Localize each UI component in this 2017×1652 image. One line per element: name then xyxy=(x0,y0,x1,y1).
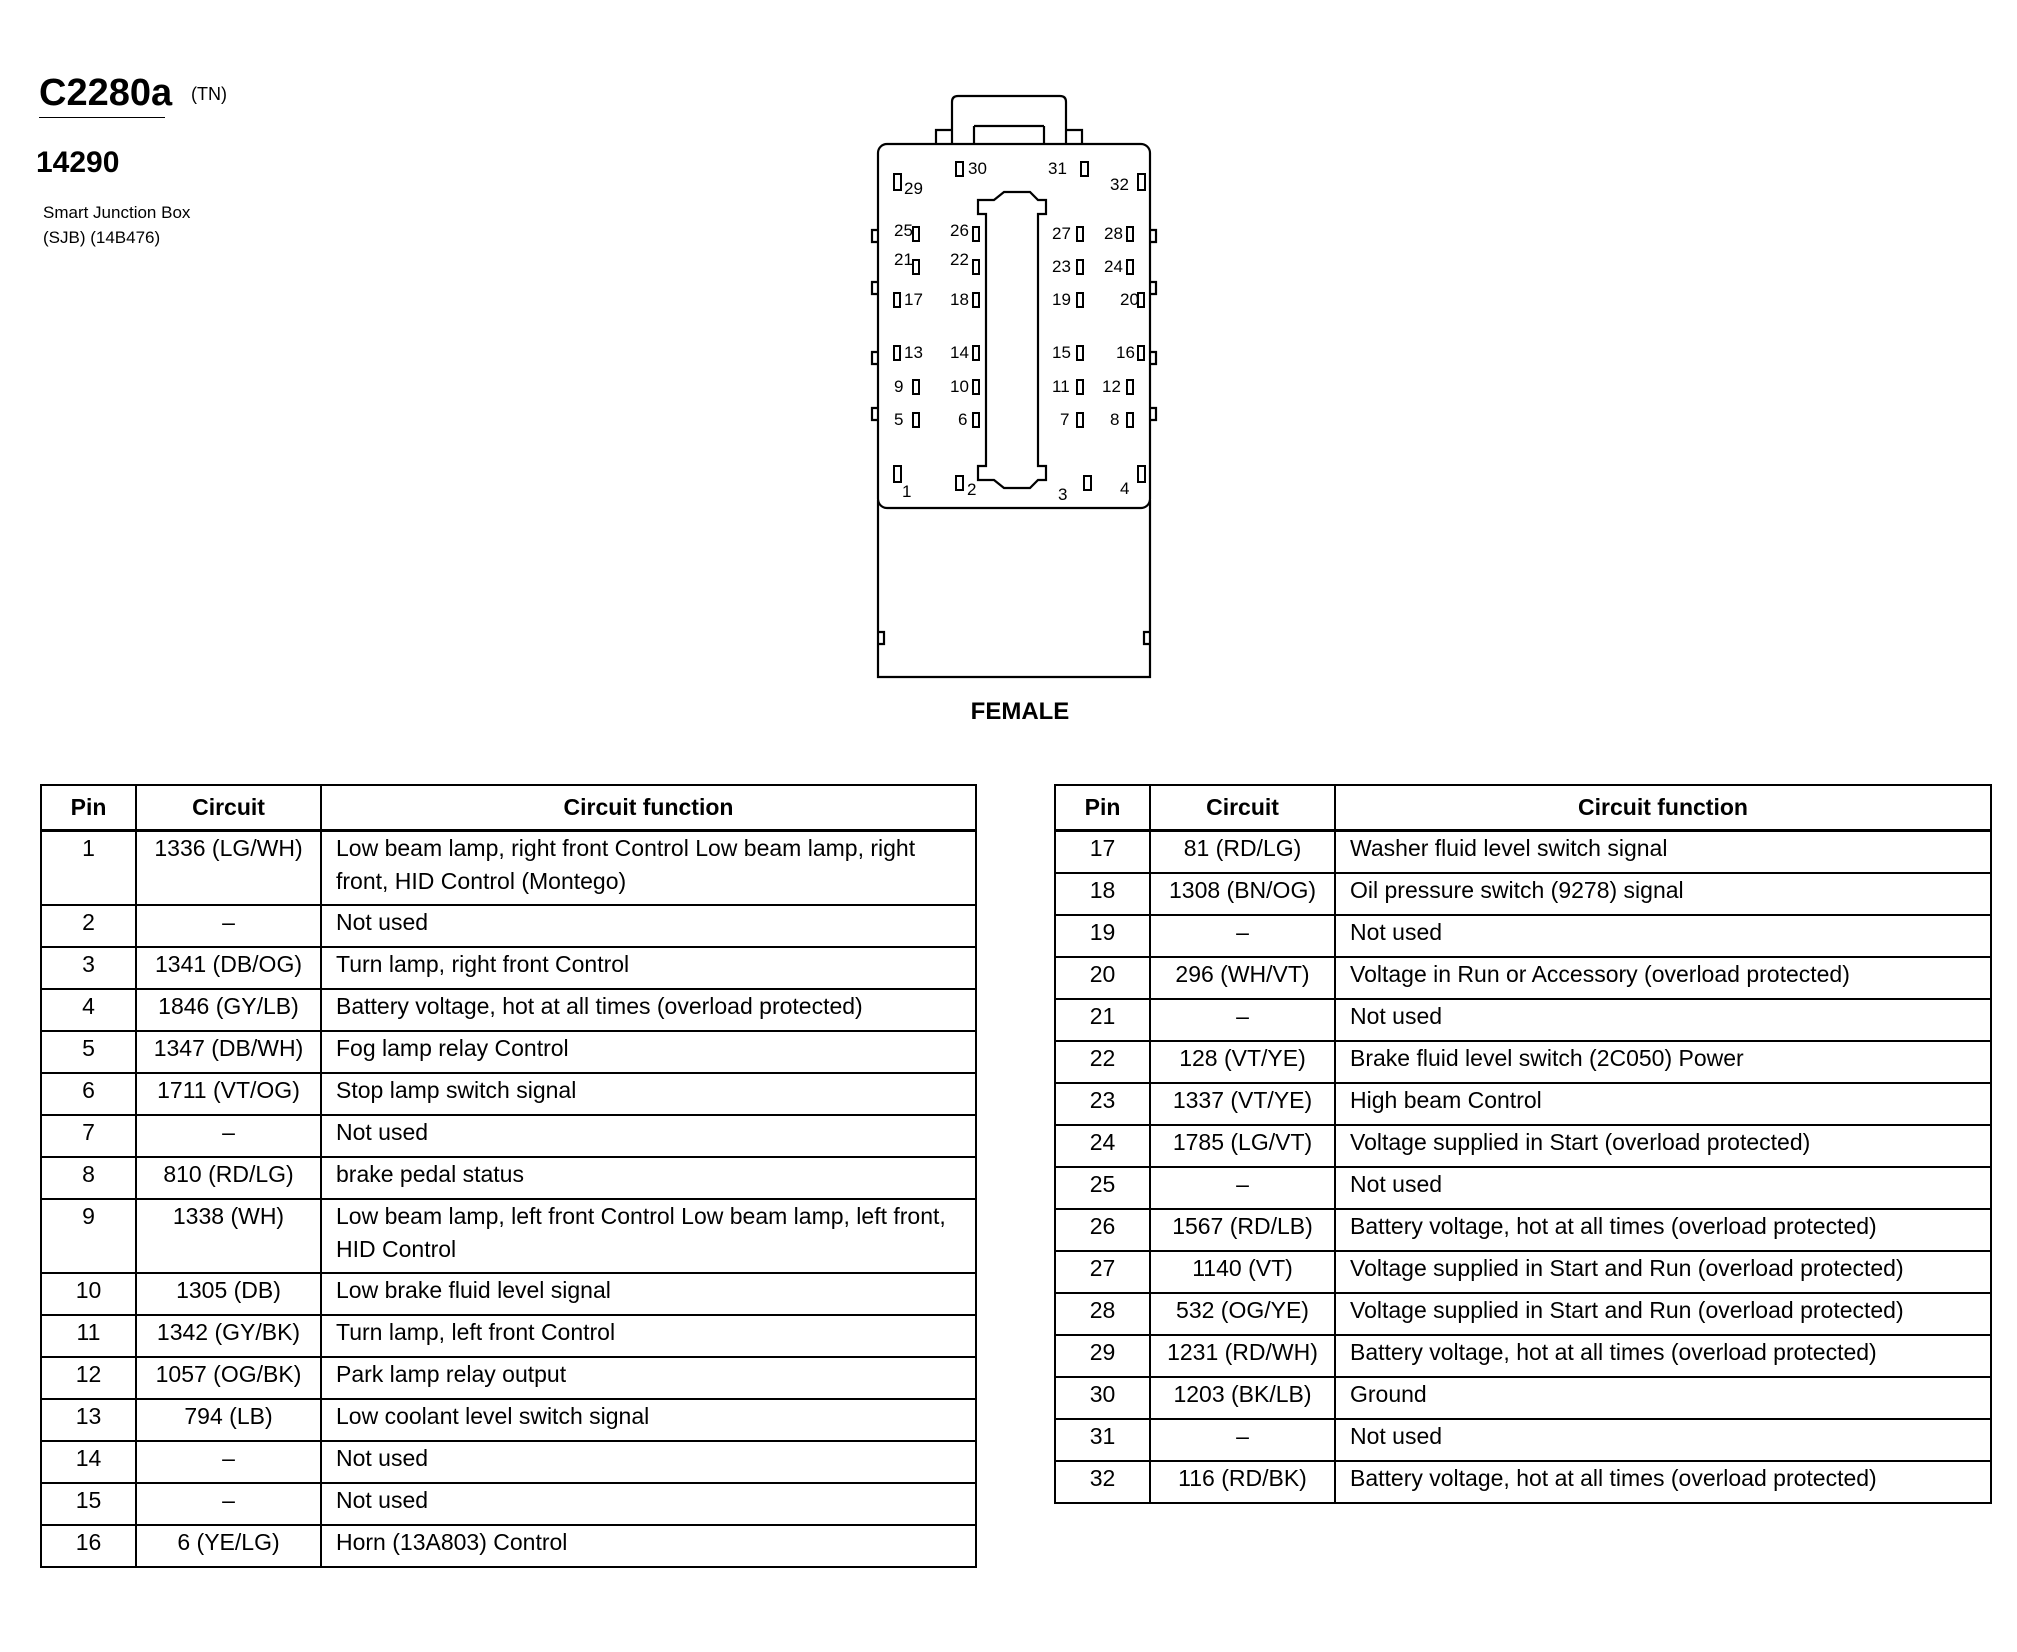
pin-cavity xyxy=(973,413,979,427)
circuit-cell: 1846 (GY/LB) xyxy=(136,989,321,1031)
pin-cavity xyxy=(1077,346,1083,360)
table-row xyxy=(1055,1167,1991,1209)
table-row xyxy=(1055,1251,1991,1293)
pin-cavity xyxy=(1077,293,1083,307)
pin-cell: 11 xyxy=(41,1315,136,1357)
circuit-cell: – xyxy=(1150,1419,1335,1461)
pin-label: 9 xyxy=(894,377,904,396)
pin-label: 28 xyxy=(1104,224,1123,243)
header-function: Circuit function xyxy=(1335,785,1991,831)
pin-label: 21 xyxy=(894,250,913,269)
pin-cell: 22 xyxy=(1055,1041,1150,1083)
pin-cell: 27 xyxy=(1055,1251,1150,1293)
table-row xyxy=(41,1525,976,1567)
table-row xyxy=(41,947,976,989)
pin-cavity xyxy=(956,476,963,490)
pin-cell: 30 xyxy=(1055,1377,1150,1419)
function-cell: Oil pressure switch (9278) signal xyxy=(1335,873,1991,915)
pin-cavity xyxy=(894,174,901,190)
header-circuit: Circuit xyxy=(136,785,321,831)
function-cell: Battery voltage, hot at all times (overload protected) xyxy=(1335,1209,1991,1251)
header-pin: Pin xyxy=(41,785,136,831)
circuit-cell: 794 (LB) xyxy=(136,1399,321,1441)
function-cell: Horn (13A803) Control xyxy=(321,1525,976,1567)
circuit-cell: 1347 (DB/WH) xyxy=(136,1031,321,1073)
function-cell: Low coolant level switch signal xyxy=(321,1399,976,1441)
pin-cell: 19 xyxy=(1055,915,1150,957)
pin-cavity xyxy=(1077,227,1083,241)
pin-table-right xyxy=(1054,784,1992,1504)
pin-cell: 21 xyxy=(1055,999,1150,1041)
pin-cavity xyxy=(1138,174,1145,190)
pin-cell: 6 xyxy=(41,1073,136,1115)
circuit-cell: – xyxy=(136,1441,321,1483)
table-row xyxy=(1055,957,1991,999)
pin-cavity xyxy=(1127,260,1133,274)
table-row xyxy=(1055,1335,1991,1377)
circuit-cell: 532 (OG/YE) xyxy=(1150,1293,1335,1335)
pin-cavity xyxy=(956,162,963,176)
circuit-cell: 1337 (VT/YE) xyxy=(1150,1083,1335,1125)
pin-label: 8 xyxy=(1110,410,1120,429)
function-cell: Washer fluid level switch signal xyxy=(1335,831,1991,873)
pin-cavity xyxy=(913,413,919,427)
pin-label: 31 xyxy=(1048,159,1067,178)
circuit-cell: 1341 (DB/OG) xyxy=(136,947,321,989)
circuit-cell: 1140 (VT) xyxy=(1150,1251,1335,1293)
pin-label: 24 xyxy=(1104,257,1123,276)
connector-id-underline xyxy=(39,117,165,118)
pin-cavity xyxy=(1138,466,1145,482)
pin-cell: 23 xyxy=(1055,1083,1150,1125)
circuit-cell: 1336 (LG/WH) xyxy=(136,831,321,905)
connector-face-diagram xyxy=(870,92,1160,682)
table-row xyxy=(1055,1419,1991,1461)
table-row xyxy=(1055,1293,1991,1335)
pin-label: 15 xyxy=(1052,343,1071,362)
pin-cell: 14 xyxy=(41,1441,136,1483)
function-cell: Ground xyxy=(1335,1377,1991,1419)
function-cell: Park lamp relay output xyxy=(321,1357,976,1399)
pin-cavity xyxy=(1127,227,1133,241)
table-row xyxy=(1055,915,1991,957)
function-cell: Fog lamp relay Control xyxy=(321,1031,976,1073)
function-cell: Voltage supplied in Start and Run (overload protected) xyxy=(1335,1251,1991,1293)
function-cell: Turn lamp, right front Control xyxy=(321,947,976,989)
table-row xyxy=(1055,1461,1991,1503)
pin-label: 6 xyxy=(958,410,968,429)
table-row xyxy=(1055,1377,1991,1419)
table-row xyxy=(1055,1041,1991,1083)
connector-gender-label: FEMALE xyxy=(970,698,1070,725)
pin-cell: 24 xyxy=(1055,1125,1150,1167)
pin-cell: 5 xyxy=(41,1031,136,1073)
table-row xyxy=(41,1199,976,1273)
pin-label: 27 xyxy=(1052,224,1071,243)
table-row xyxy=(41,1073,976,1115)
table-row xyxy=(41,831,976,905)
pin-cavity xyxy=(973,227,979,241)
table-row xyxy=(41,1357,976,1399)
pin-label: 20 xyxy=(1120,290,1139,309)
function-cell: Not used xyxy=(321,1483,976,1525)
table-row xyxy=(41,1031,976,1073)
function-cell: Low beam lamp, left front Control Low beam lamp, left front, HID Control xyxy=(321,1199,976,1273)
table-row xyxy=(1055,1125,1991,1167)
header-function: Circuit function xyxy=(321,785,976,831)
circuit-cell: 1711 (VT/OG) xyxy=(136,1073,321,1115)
pin-cell: 9 xyxy=(41,1199,136,1273)
pin-label: 14 xyxy=(950,343,969,362)
table-row xyxy=(1055,831,1991,873)
pin-label: 32 xyxy=(1110,175,1129,194)
header-circuit: Circuit xyxy=(1150,785,1335,831)
pin-label: 5 xyxy=(894,410,904,429)
pin-label: 19 xyxy=(1052,290,1071,309)
function-cell: Voltage supplied in Start (overload protected) xyxy=(1335,1125,1991,1167)
circuit-cell: – xyxy=(136,1115,321,1157)
pin-cell: 29 xyxy=(1055,1335,1150,1377)
pin-cavity xyxy=(973,380,979,394)
pin-label: 18 xyxy=(950,290,969,309)
function-cell: Low beam lamp, right front Control Low beam lamp, right front, HID Control (Montego) xyxy=(321,831,976,905)
function-cell: Low brake fluid level signal xyxy=(321,1273,976,1315)
pin-cell: 4 xyxy=(41,989,136,1031)
table-row xyxy=(41,1115,976,1157)
pin-cavity xyxy=(894,466,901,482)
function-cell: Not used xyxy=(321,1115,976,1157)
pin-cell: 18 xyxy=(1055,873,1150,915)
connector-id: C2280a xyxy=(39,72,173,114)
table-header-row xyxy=(1055,785,1991,831)
circuit-cell: – xyxy=(1150,1167,1335,1209)
pin-cavity xyxy=(1077,413,1083,427)
part-number: 14290 xyxy=(36,146,120,179)
circuit-cell: 1567 (RD/LB) xyxy=(1150,1209,1335,1251)
circuit-cell: 116 (RD/BK) xyxy=(1150,1461,1335,1503)
pin-label: 26 xyxy=(950,221,969,240)
function-cell: Brake fluid level switch (2C050) Power xyxy=(1335,1041,1991,1083)
pin-cavity xyxy=(973,293,979,307)
circuit-cell: 1057 (OG/BK) xyxy=(136,1357,321,1399)
pin-cell: 7 xyxy=(41,1115,136,1157)
function-cell: Voltage in Run or Accessory (overload protected) xyxy=(1335,957,1991,999)
pin-label: 11 xyxy=(1052,377,1070,396)
pin-cell: 32 xyxy=(1055,1461,1150,1503)
function-cell: brake pedal status xyxy=(321,1157,976,1199)
circuit-cell: – xyxy=(136,905,321,947)
function-cell: High beam Control xyxy=(1335,1083,1991,1125)
circuit-cell: 296 (WH/VT) xyxy=(1150,957,1335,999)
function-cell: Stop lamp switch signal xyxy=(321,1073,976,1115)
pin-cavity xyxy=(973,260,979,274)
pin-cavity xyxy=(1077,260,1083,274)
function-cell: Not used xyxy=(1335,915,1991,957)
pin-label: 4 xyxy=(1120,479,1130,498)
pin-cell: 13 xyxy=(41,1399,136,1441)
table-row xyxy=(41,1483,976,1525)
pin-cell: 20 xyxy=(1055,957,1150,999)
pin-label: 1 xyxy=(902,482,912,501)
pin-table-left xyxy=(40,784,977,1568)
description-line-2: (SJB) (14B476) xyxy=(43,228,161,247)
pin-cell: 3 xyxy=(41,947,136,989)
pin-label: 12 xyxy=(1102,377,1121,396)
pin-label: 25 xyxy=(894,221,913,240)
pin-cavity xyxy=(894,293,900,307)
circuit-cell: 1231 (RD/WH) xyxy=(1150,1335,1335,1377)
pin-cavity xyxy=(1127,413,1133,427)
table-row xyxy=(1055,1209,1991,1251)
table-row xyxy=(41,1441,976,1483)
circuit-cell: 128 (VT/YE) xyxy=(1150,1041,1335,1083)
pin-cavity xyxy=(1081,162,1088,176)
table-row xyxy=(41,1273,976,1315)
function-cell: Not used xyxy=(1335,1167,1991,1209)
pin-cavity xyxy=(1138,346,1144,360)
pin-label: 17 xyxy=(904,290,923,309)
circuit-cell: 1338 (WH) xyxy=(136,1199,321,1273)
pin-cavity xyxy=(1077,380,1083,394)
circuit-cell: 1785 (LG/VT) xyxy=(1150,1125,1335,1167)
table-row xyxy=(41,905,976,947)
function-cell: Turn lamp, left front Control xyxy=(321,1315,976,1357)
function-cell: Not used xyxy=(321,1441,976,1483)
circuit-cell: 1203 (BK/LB) xyxy=(1150,1377,1335,1419)
table-row xyxy=(41,1399,976,1441)
pin-cell: 10 xyxy=(41,1273,136,1315)
table-row xyxy=(1055,999,1991,1041)
pin-label: 2 xyxy=(967,480,977,499)
pin-cavity xyxy=(1127,380,1133,394)
function-cell: Voltage supplied in Start and Run (overload protected) xyxy=(1335,1293,1991,1335)
circuit-cell: 810 (RD/LG) xyxy=(136,1157,321,1199)
pin-cavity xyxy=(913,227,919,241)
function-cell: Battery voltage, hot at all times (overload protected) xyxy=(1335,1461,1991,1503)
table-header-row xyxy=(41,785,976,831)
table-row xyxy=(1055,873,1991,915)
circuit-cell: 1308 (BN/OG) xyxy=(1150,873,1335,915)
circuit-cell: – xyxy=(136,1483,321,1525)
circuit-cell: 1342 (GY/BK) xyxy=(136,1315,321,1357)
circuit-cell: 6 (YE/LG) xyxy=(136,1525,321,1567)
pin-label: 29 xyxy=(904,179,923,198)
header-pin: Pin xyxy=(1055,785,1150,831)
pin-cell: 15 xyxy=(41,1483,136,1525)
pin-cell: 26 xyxy=(1055,1209,1150,1251)
table-row xyxy=(41,1315,976,1357)
pin-cell: 2 xyxy=(41,905,136,947)
pin-label: 23 xyxy=(1052,257,1071,276)
pin-cavity xyxy=(913,380,919,394)
pin-cavity xyxy=(973,346,979,360)
description-line-1: Smart Junction Box xyxy=(43,203,191,222)
pin-label: 3 xyxy=(1058,485,1068,504)
pin-cell: 25 xyxy=(1055,1167,1150,1209)
circuit-cell: 1305 (DB) xyxy=(136,1273,321,1315)
pin-label: 22 xyxy=(950,250,969,269)
connector-note: (TN) xyxy=(191,84,227,104)
pin-cavity xyxy=(1084,476,1091,490)
table-row xyxy=(41,1157,976,1199)
pin-cell: 17 xyxy=(1055,831,1150,873)
table-row xyxy=(41,989,976,1031)
circuit-cell: – xyxy=(1150,999,1335,1041)
circuit-cell: 81 (RD/LG) xyxy=(1150,831,1335,873)
table-row xyxy=(1055,1083,1991,1125)
pin-cavity xyxy=(913,260,919,274)
pin-label: 13 xyxy=(904,343,923,362)
pin-label: 7 xyxy=(1060,410,1070,429)
pin-label: 10 xyxy=(950,377,969,396)
pin-cell: 28 xyxy=(1055,1293,1150,1335)
function-cell: Not used xyxy=(321,905,976,947)
function-cell: Battery voltage, hot at all times (overload protected) xyxy=(321,989,976,1031)
pin-cell: 8 xyxy=(41,1157,136,1199)
function-cell: Not used xyxy=(1335,999,1991,1041)
function-cell: Battery voltage, hot at all times (overload protected) xyxy=(1335,1335,1991,1377)
pin-cell: 1 xyxy=(41,831,136,905)
pin-cell: 31 xyxy=(1055,1419,1150,1461)
function-cell: Not used xyxy=(1335,1419,1991,1461)
pin-cell: 12 xyxy=(41,1357,136,1399)
pin-label: 30 xyxy=(968,159,987,178)
circuit-cell: – xyxy=(1150,915,1335,957)
pin-cavity xyxy=(894,346,900,360)
pin-cell: 16 xyxy=(41,1525,136,1567)
pin-label: 16 xyxy=(1116,343,1135,362)
